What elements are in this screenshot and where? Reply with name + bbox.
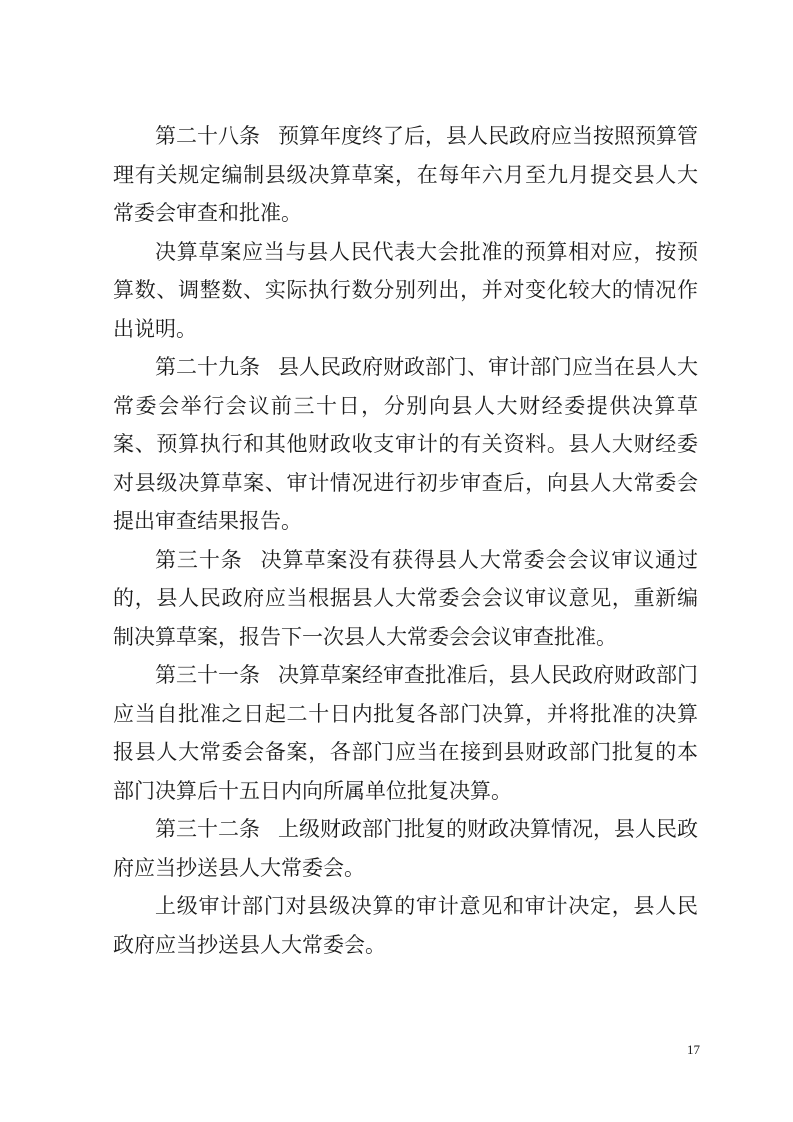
article-text: 决算草案应当与县人民代表大会批准的预算相对应，按预算数、调整数、实际执行数分别列出，并对变化较大的情况作出说明。 [113, 239, 698, 341]
article-number: 第三十二条 [155, 817, 260, 841]
paragraph-article-32 [113, 810, 698, 887]
paragraph-article-28 [113, 117, 698, 233]
article-number: 第三十一条 [155, 663, 260, 687]
document-body [113, 117, 698, 964]
article-number: 第二十九条 [155, 355, 260, 379]
article-text: 决算草案没有获得县人大常委会会议审议通过的，县人民政府应当根据县人大常委会会议审议意见，重新编制决算草案，报告下一次县人大常委会会议审查批准。 [113, 547, 699, 649]
article-text: 上级审计部门对县级决算的审计意见和审计决定，县人民政府应当抄送县人大常委会。 [113, 894, 698, 957]
article-text: 上级财政部门批复的财政决算情况，县人民政府应当抄送县人大常委会。 [113, 817, 698, 880]
paragraph-article-28-cont [113, 233, 698, 349]
paragraph-article-29 [113, 348, 698, 541]
page-number: 17 [687, 1042, 700, 1057]
article-number: 第二十八条 [155, 124, 260, 148]
article-text: 决算草案经审查批准后，县人民政府财政部门应当自批准之日起二十日内批复各部门决算，并将批准的决算报县人大常委会备案，各部门应当在接到县财政部门批复的本部门决算后十五日内向所属单位批复决算。 [113, 663, 698, 803]
article-text: 县人民政府财政部门、审计部门应当在县人大常委会举行会议前三十日，分别向县人大财经委提供决算草案、预算执行和其他财政收支审计的有关资料。县人大财经委对县级决算草案、审计情况进行初步审查后，向县人大常委会提出审查结果报告。 [113, 355, 698, 533]
paragraph-article-32-cont [113, 887, 698, 964]
article-number: 第三十条 [155, 547, 243, 572]
paragraph-article-30 [113, 541, 698, 657]
article-text: 预算年度终了后，县人民政府应当按照预算管理有关规定编制县级决算草案，在每年六月至九月提交县人大常委会审查和批准。 [113, 124, 698, 225]
paragraph-article-31 [113, 656, 698, 810]
